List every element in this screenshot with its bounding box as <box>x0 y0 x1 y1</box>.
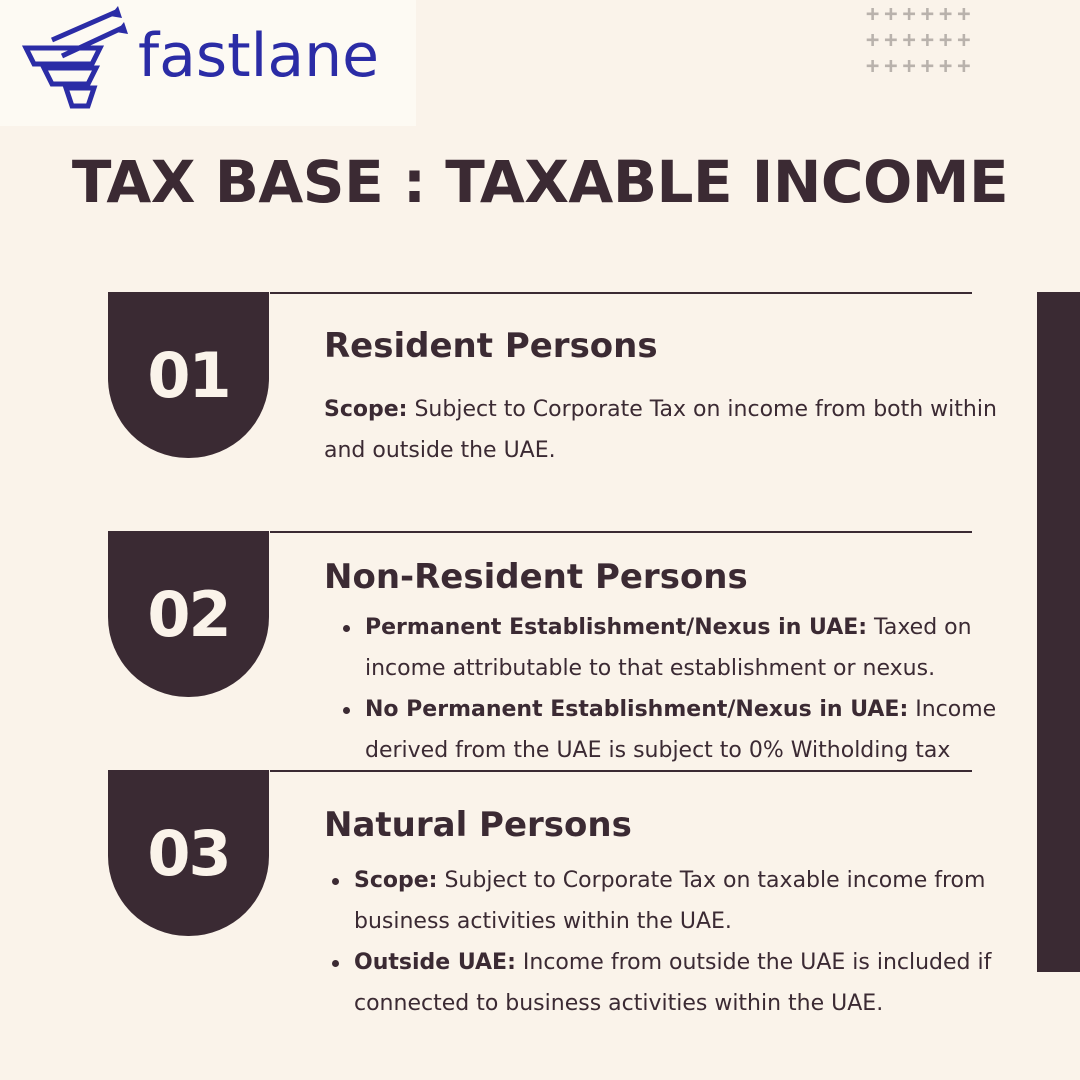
bullet-label: Permanent Establishment/Nexus in UAE: <box>365 615 868 640</box>
section-number-badge: 01 <box>108 292 269 458</box>
list-item <box>365 689 1015 771</box>
list-item <box>365 607 1015 689</box>
bullet-label: No Permanent Establishment/Nexus in UAE: <box>365 697 909 722</box>
scope-label: Scope: <box>324 397 408 422</box>
section-heading: Non-Resident Persons <box>324 557 748 597</box>
plus-row: ++++++ <box>866 54 976 79</box>
plus-row: ++++++ <box>866 2 976 27</box>
bullet-label: Outside UAE: <box>354 950 516 975</box>
bullet-text: Taxed on income attributable to that establishment or nexus. <box>365 615 972 681</box>
bullet-text: Income from outside the UAE is included if connected to business activities within the UAE. <box>354 950 992 1016</box>
bullet-list <box>354 860 1024 1024</box>
bullet-text: Subject to Corporate Tax on taxable income from business activities within the UAE. <box>354 868 986 934</box>
section-number-badge: 03 <box>108 770 269 936</box>
logo-wordmark: fastlane <box>138 21 380 91</box>
section-number-badge: 02 <box>108 531 269 697</box>
right-accent-bar <box>1037 292 1080 972</box>
section-divider <box>270 770 972 772</box>
bullet-text: Income derived from the UAE is subject to 0% Witholding tax <box>365 697 997 763</box>
page-title: TAX BASE : TAXABLE INCOME <box>71 148 1009 216</box>
logo-area <box>0 0 416 126</box>
plus-row: ++++++ <box>866 28 976 53</box>
section-heading: Resident Persons <box>324 326 658 366</box>
list-item <box>354 942 1024 1024</box>
decorative-plus-grid <box>866 2 975 80</box>
bullet-label: Scope: <box>354 868 438 893</box>
section-divider <box>270 292 972 294</box>
section-body <box>324 389 1004 471</box>
list-item <box>354 860 1024 942</box>
section-divider <box>270 531 972 533</box>
section-heading: Natural Persons <box>324 805 632 845</box>
fastlane-arrows-logo-icon <box>22 4 132 114</box>
bullet-list <box>365 607 1015 771</box>
scope-text: Subject to Corporate Tax on income from both within and outside the UAE. <box>324 397 997 463</box>
